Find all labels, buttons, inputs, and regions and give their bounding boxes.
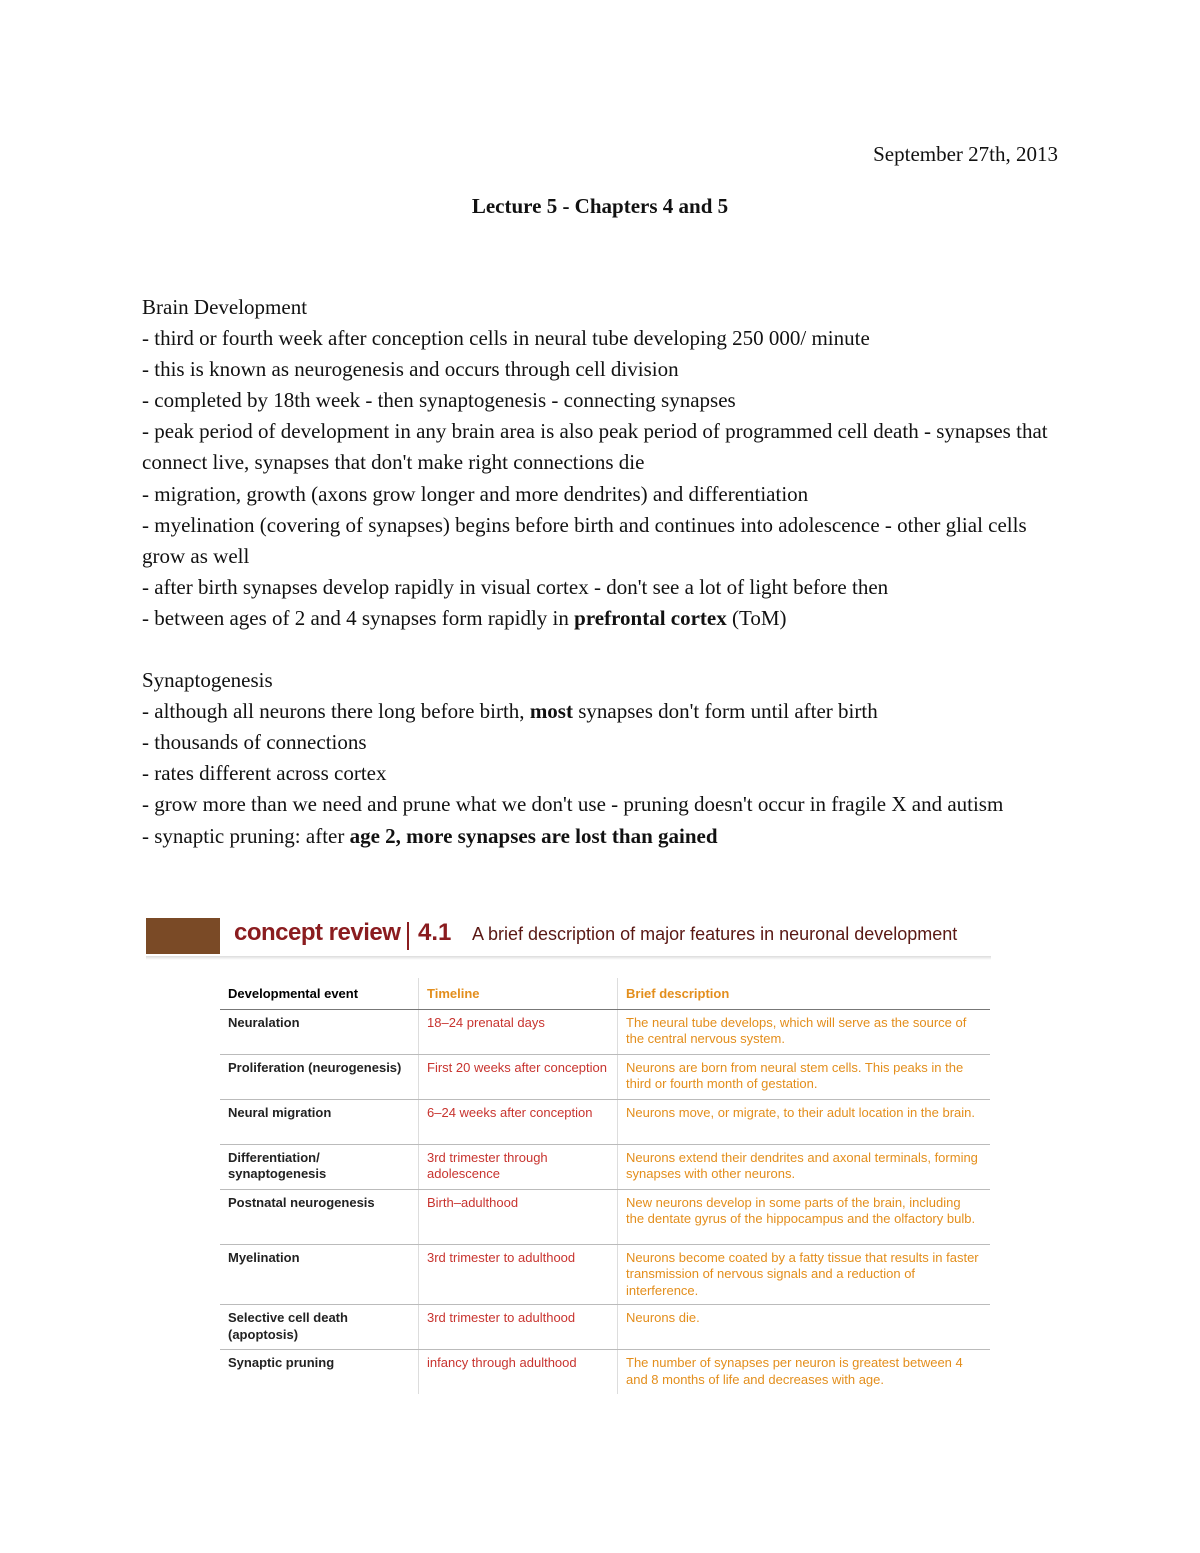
note-line [142,696,1057,727]
column-header-description: Brief description [618,978,991,1009]
table-row [220,1189,990,1244]
note-emphasis: age 2, more synapses are lost than gained [349,823,718,848]
concept-review-header [222,914,992,956]
lecture-notes [142,292,1057,852]
note-text: (ToM) [726,605,787,630]
timeline-cell: 18–24 prenatal days [419,1009,618,1054]
description-cell: Neurons are born from neural stem cells. This peaks in the third or fourth month of gestation. [618,1054,991,1099]
event-cell: Myelination [220,1244,419,1305]
column-header-timeline: Timeline [419,978,618,1009]
note-line: - peak period of development in any brain area is also peak period of programmed cell death - synapses that connect live, synapses that don't make right connections die [142,419,1048,475]
neuronal-development-table [220,978,990,1394]
note-line: - completed by 18th week - then synaptogenesis - connecting synapses [142,388,736,413]
timeline-cell: 3rd trimester to adulthood [419,1305,618,1350]
section-heading-brain-development: Brain Development [142,295,308,319]
note-line: - third or fourth week after conception cells in neural tube developing 250 000/ minute [142,326,870,351]
note-line: - thousands of connections [142,730,367,755]
event-cell: Postnatal neurogenesis [220,1189,419,1244]
note-line: - after birth synapses develop rapidly in visual cortex - don't see a lot of light before then [142,574,889,599]
description-cell: The neural tube develops, which will serve as the source of the central nervous system. [618,1009,991,1054]
table-row [220,1009,990,1054]
concept-review-description: A brief description of major features in neuronal development [472,924,958,944]
event-cell: Neuralation [220,1009,419,1054]
concept-review-shadow [146,956,991,960]
concept-review-label: concept review [234,919,401,946]
table-row [220,1144,990,1189]
note-line: - grow more than we need and prune what we don't use - pruning doesn't occur in fragile X and autism [142,792,1004,817]
lecture-title: Lecture 5 - Chapters 4 and 5 [471,194,729,218]
note-text: - synaptic pruning: after [142,823,350,848]
section-heading-synaptogenesis: Synaptogenesis [142,668,273,693]
table-header-row [220,978,990,1009]
timeline-cell: 3rd trimester to adulthood [419,1244,618,1305]
concept-review-figure [146,912,991,1402]
column-header-event: Developmental event [220,978,419,1009]
lecture-date: September 27th, 2013 [873,142,1058,166]
event-cell: Neural migration [220,1099,419,1144]
concept-review-divider [407,922,409,950]
note-line: - rates different across cortex [142,761,387,786]
event-cell: Proliferation (neurogenesis) [220,1054,419,1099]
event-cell: Selective cell death (apoptosis) [220,1305,419,1350]
note-line [142,821,1057,852]
event-cell: Synaptic pruning [228,1355,335,1370]
table-row [220,1244,990,1305]
concept-review-color-bar [146,918,220,954]
description-cell: The number of synapses per neuron is greatest between 4 and 8 months of life and decreases with age. [618,1350,991,1395]
note-emphasis: most [529,699,573,724]
table-row [220,1054,990,1099]
description-cell: Neurons extend their dendrites and axonal terminals, forming synapses with other neurons. [618,1144,991,1189]
description-cell: Neurons become coated by a fatty tissue that results in faster transmission of nervous signals and a reduction of interference. [618,1244,991,1305]
note-text: - although all neurons there long before birth, [142,699,530,724]
note-line: - this is known as neurogenesis and occurs through cell division [142,357,679,382]
concept-review-number: 4.1 [418,919,452,946]
note-emphasis: prefrontal cortex [574,605,727,630]
timeline-cell: infancy through adulthood [419,1350,618,1395]
note-text: synapses don't form until after birth [572,699,878,724]
note-line: - myelination (covering of synapses) begins before birth and continues into adolescence - other glial cells grow as well [142,512,1027,568]
table-row [220,1350,990,1395]
note-text: - between ages of 2 and 4 synapses form rapidly in [142,605,575,630]
timeline-cell: 6–24 weeks after conception [419,1099,618,1144]
timeline-cell: 3rd trimester through adolescence [419,1144,618,1189]
table-row [220,1099,990,1144]
event-cell: Differentiation/ synaptogenesis [220,1144,419,1189]
description-cell: Neurons move, or migrate, to their adult location in the brain. [618,1099,991,1144]
note-line [142,603,1057,634]
timeline-cell: First 20 weeks after conception [419,1054,618,1099]
description-cell: New neurons develop in some parts of the brain, including the dentate gyrus of the hippocampus and the olfactory bulb. [618,1189,991,1244]
description-cell: Neurons die. [618,1305,991,1350]
timeline-cell: Birth–adulthood [419,1189,618,1244]
note-line: - migration, growth (axons grow longer and more dendrites) and differentiation [142,481,809,506]
table-row [220,1305,990,1350]
